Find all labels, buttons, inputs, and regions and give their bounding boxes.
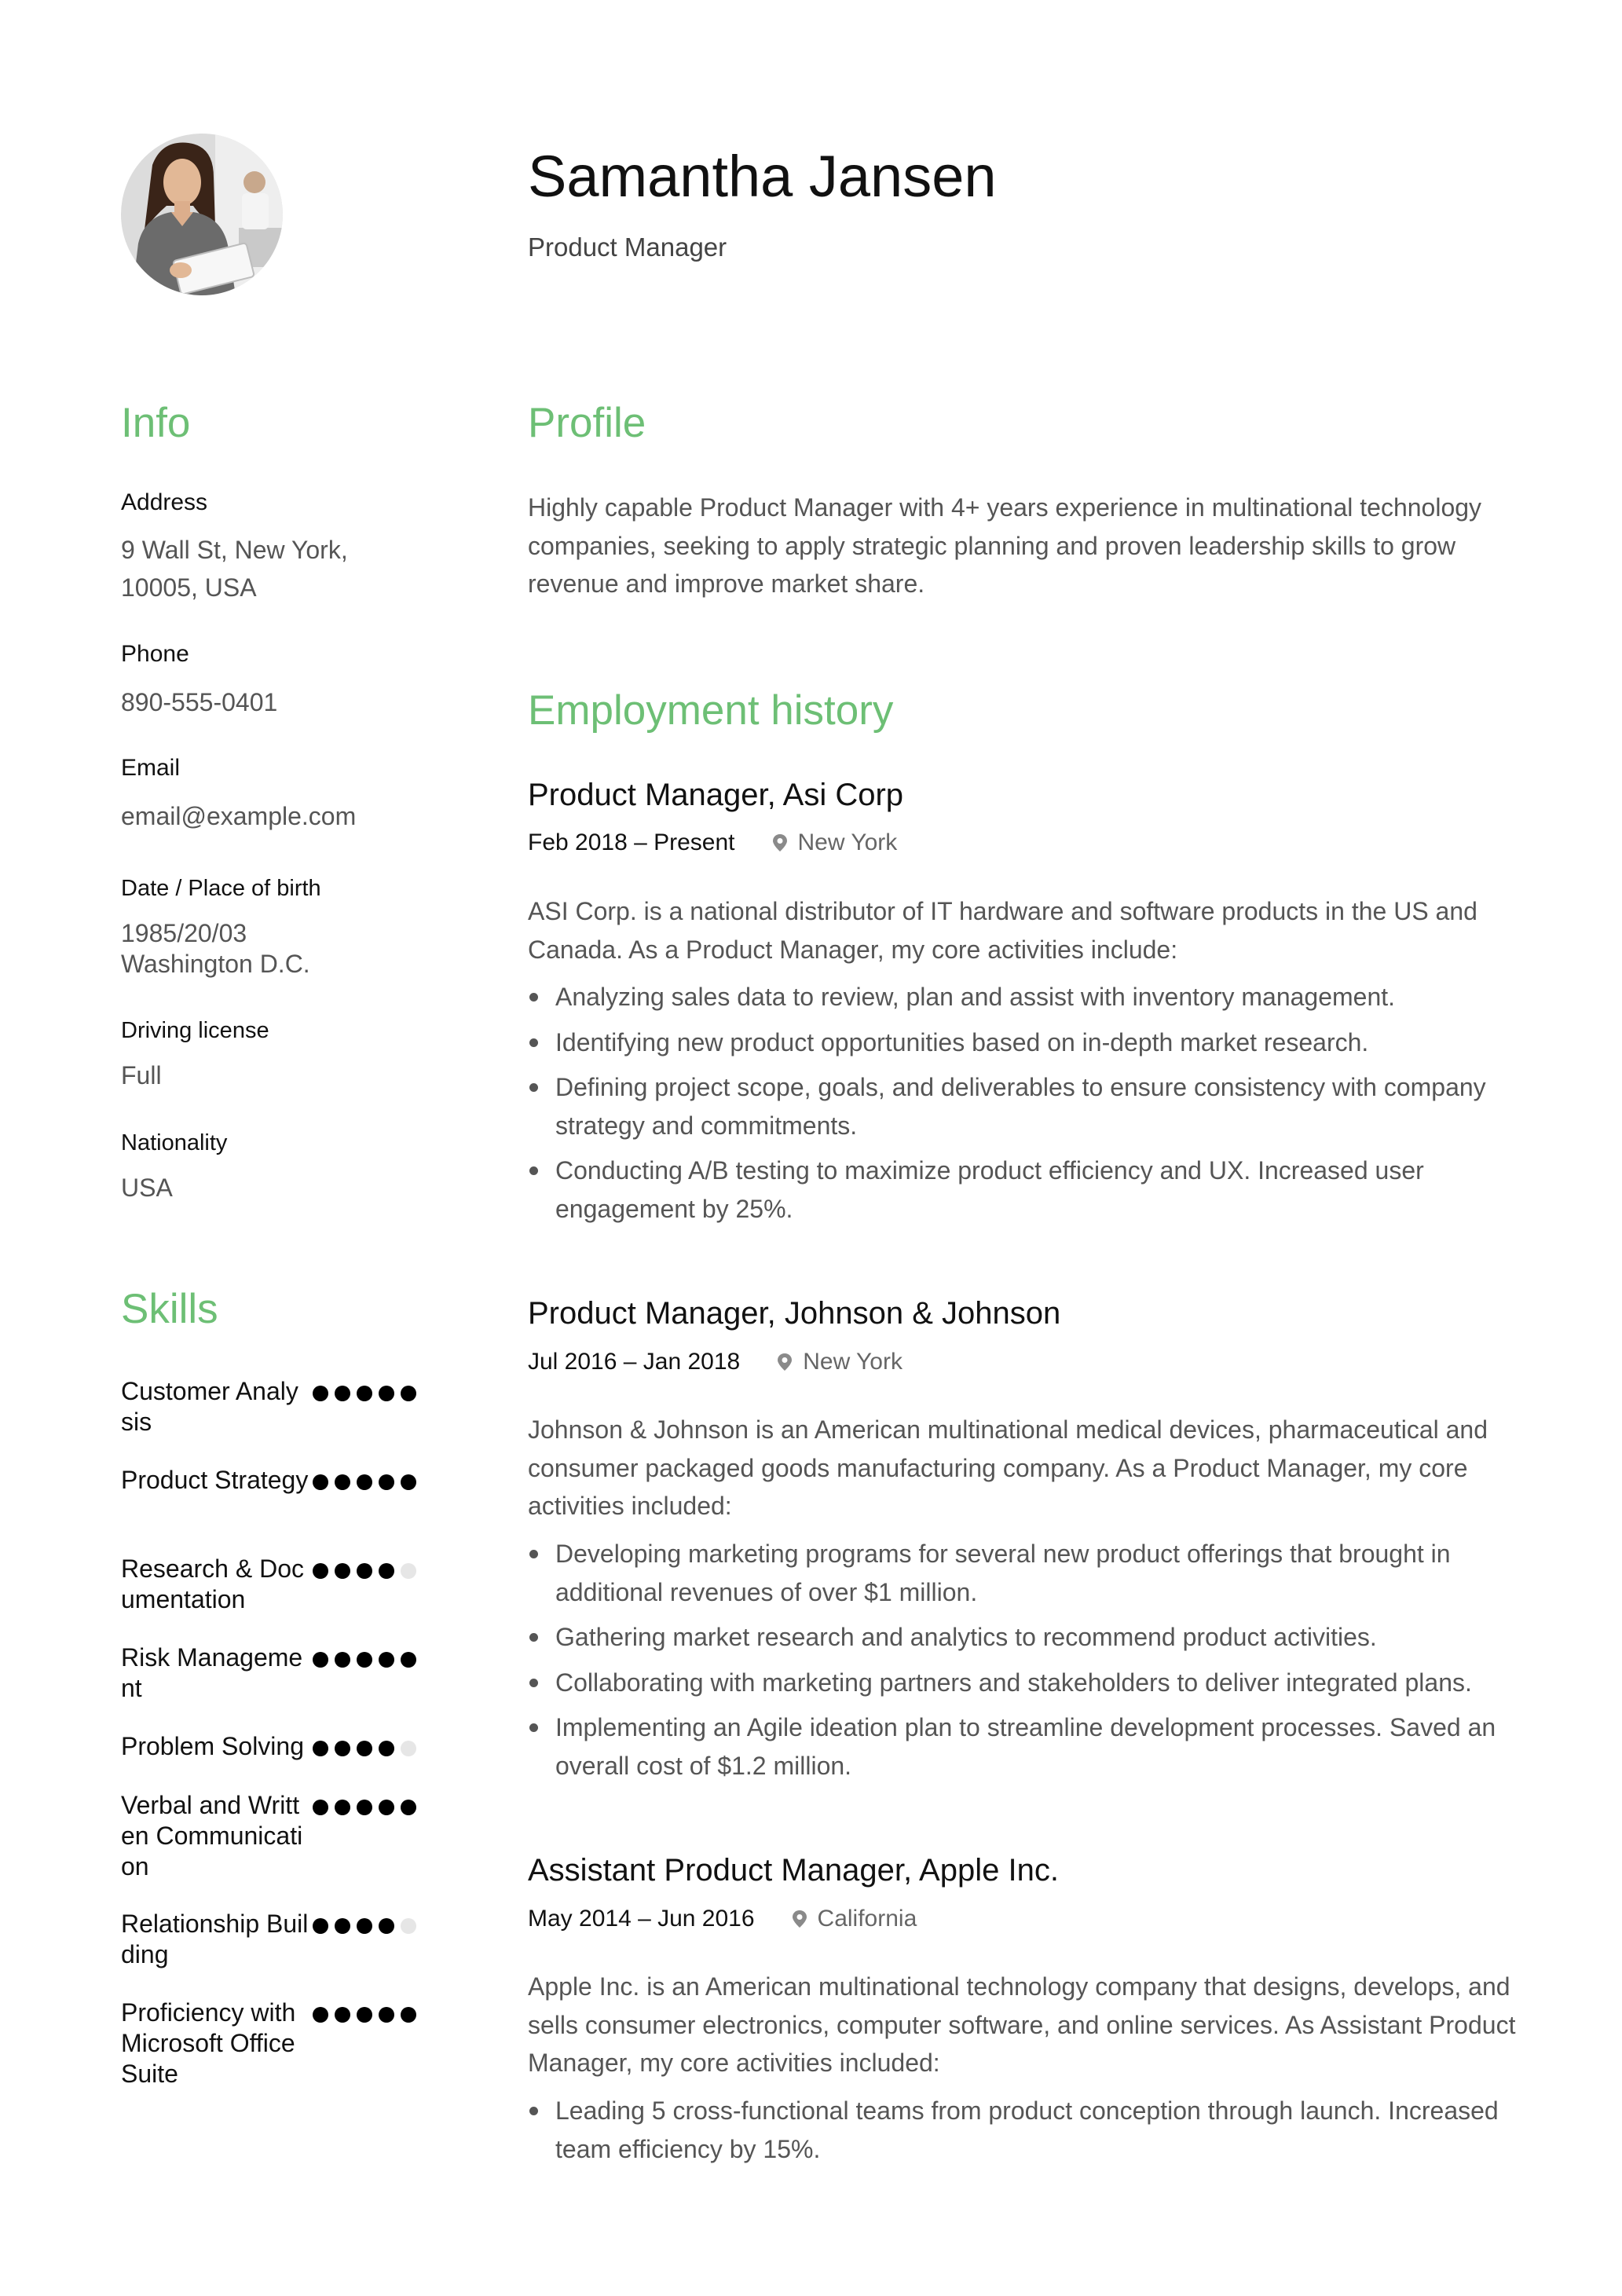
info-heading: Info — [121, 400, 191, 446]
job-dates: Feb 2018 – Present — [528, 829, 735, 855]
job-dates: May 2014 – Jun 2016 — [528, 1906, 755, 1932]
job-description: Johnson & Johnson is an American multinational medical devices, pharmaceutical and consumer packaged goods manufacturing company. As a Product Manager, my core activities included: — [528, 1415, 1488, 1520]
skill-dot-filled — [313, 1386, 328, 1401]
skill-name: Relationship Building — [121, 1910, 309, 1968]
job-meta — [528, 1350, 903, 1374]
skill-rating — [313, 1474, 416, 1490]
employment-heading: Employment history — [528, 687, 894, 734]
skill-dot-filled — [357, 1800, 372, 1815]
skill-rating — [313, 1800, 416, 1815]
skill-dot-filled — [313, 1652, 328, 1668]
skill-dot-filled — [335, 1741, 350, 1756]
job-title: Product Manager, Asi Corp — [528, 778, 904, 812]
skill-dot-filled — [357, 2007, 372, 2023]
skill-dot-filled — [379, 1741, 394, 1756]
birth-date: 1985/20/03 — [121, 919, 247, 947]
skill-rating — [313, 1918, 416, 1934]
skill-name: Proficiency with Microsoft Office Suite — [121, 1998, 296, 2088]
skill-dot-filled — [401, 1652, 416, 1668]
skill-dot-filled — [379, 1386, 394, 1401]
skill-dot-filled — [335, 1800, 350, 1815]
profile-text: Highly capable Product Manager with 4+ years experience in multinational technology companies, seeking to apply strategic planning and proven leadership skills to grow revenue and improve market share. — [528, 493, 1482, 598]
job-bullet: Identifying new product opportunities based on in-depth market research. — [528, 1023, 1518, 1062]
skill-dot-filled — [313, 1474, 328, 1490]
job-bullet: Gathering market research and analytics to recommend product activities. — [528, 1618, 1518, 1657]
nationality-value: USA — [121, 1174, 173, 1202]
skill-dot-empty — [401, 1563, 416, 1579]
skill-dot-filled — [357, 1741, 372, 1756]
candidate-name: Samantha Jansen — [528, 144, 997, 209]
skill-dot-filled — [379, 1474, 394, 1490]
skill-dot-filled — [357, 1386, 372, 1401]
profile-photo — [121, 134, 283, 295]
skill-dot-filled — [313, 1800, 328, 1815]
email-label: Email — [121, 755, 181, 781]
job-bullet: Leading 5 cross-functional teams from product conception through launch. Increased team efficiency by 15%. — [528, 2092, 1518, 2168]
job-description: ASI Corp. is a national distributor of IT hardware and software products in the US and Canada. As a Product Manager, my core activities include: — [528, 897, 1477, 964]
location-pin-icon — [771, 833, 789, 852]
job-location: New York — [803, 1349, 903, 1375]
skill-dot-filled — [313, 2007, 328, 2023]
address-label: Address — [121, 489, 208, 515]
job-meta — [528, 831, 897, 855]
birth-label: Date / Place of birth — [121, 876, 321, 901]
location-pin-icon — [791, 1910, 808, 1928]
job-bullet: Defining project scope, goals, and deliverables to ensure consistency with company strategy and commitments. — [528, 1068, 1518, 1144]
skill-rating — [313, 1741, 416, 1756]
skill-dot-filled — [335, 2007, 350, 2023]
license-label: Driving license — [121, 1018, 269, 1043]
skill-name: Research & Documentation — [121, 1554, 304, 1613]
license-value: Full — [121, 1061, 162, 1089]
skill-dot-filled — [335, 1386, 350, 1401]
skill-dot-filled — [357, 1474, 372, 1490]
address-line-1: 9 Wall St, New York, — [121, 536, 348, 564]
job-title: Assistant Product Manager, Apple Inc. — [528, 1853, 1059, 1888]
profile-photo-image — [121, 134, 283, 295]
skill-dot-filled — [379, 1918, 394, 1934]
location-pin-icon — [776, 1353, 793, 1371]
candidate-title: Product Manager — [528, 233, 727, 262]
job-bullet: Collaborating with marketing partners and stakeholders to deliver integrated plans. — [528, 1664, 1518, 1702]
skill-dot-filled — [335, 1474, 350, 1490]
skill-rating — [313, 1652, 416, 1668]
skill-dot-filled — [335, 1563, 350, 1579]
job-bullets — [528, 1535, 1518, 1792]
skill-name: Verbal and Written Communication — [121, 1791, 303, 1880]
job-dates: Jul 2016 – Jan 2018 — [528, 1349, 741, 1375]
skill-dot-filled — [379, 2007, 394, 2023]
job-bullet: Developing marketing programs for several new product offerings that brought in additional revenues of over $1 million. — [528, 1535, 1518, 1611]
skill-dot-empty — [401, 1918, 416, 1934]
job-title: Product Manager, Johnson & Johnson — [528, 1296, 1061, 1331]
skill-dot-filled — [401, 1386, 416, 1401]
skill-dot-filled — [357, 1563, 372, 1579]
skill-dot-filled — [313, 1563, 328, 1579]
skill-dot-filled — [379, 1652, 394, 1668]
skill-dot-filled — [357, 1652, 372, 1668]
birth-place: Washington D.C. — [121, 950, 310, 978]
skill-dot-filled — [357, 1918, 372, 1934]
skill-dot-filled — [335, 1918, 350, 1934]
profile-heading: Profile — [528, 400, 646, 446]
skill-dot-filled — [401, 1474, 416, 1490]
job-bullet: Implementing an Agile ideation plan to streamline development processes. Saved an overall cost of $1.2 million. — [528, 1708, 1518, 1785]
skill-rating — [313, 2007, 416, 2023]
job-bullets — [528, 2092, 1518, 2175]
job-description: Apple Inc. is an American multinational technology company that designs, develops, and sells consumer electronics, computer software, and online services. As Assistant Product Manager, my core activities included: — [528, 1972, 1516, 2077]
skill-name: Customer Analysis — [121, 1377, 298, 1436]
skill-rating — [313, 1563, 416, 1579]
skill-dot-filled — [313, 1741, 328, 1756]
skill-dot-filled — [401, 1800, 416, 1815]
phone-value: 890-555-0401 — [121, 688, 278, 716]
nationality-label: Nationality — [121, 1130, 228, 1155]
job-bullet: Analyzing sales data to review, plan and assist with inventory management. — [528, 978, 1518, 1016]
skill-dot-filled — [379, 1800, 394, 1815]
job-bullet: Conducting A/B testing to maximize product efficiency and UX. Increased user engagement by 25%. — [528, 1152, 1518, 1228]
skill-dot-filled — [401, 2007, 416, 2023]
email-value: email@example.com — [121, 802, 357, 830]
skill-dot-empty — [401, 1741, 416, 1756]
skills-heading: Skills — [121, 1286, 218, 1332]
phone-label: Phone — [121, 641, 189, 667]
job-location: New York — [797, 829, 898, 855]
address-line-2: 10005, USA — [121, 573, 257, 602]
skill-dot-filled — [335, 1652, 350, 1668]
skill-name: Problem Solving — [121, 1732, 304, 1760]
job-location: California — [817, 1906, 917, 1932]
skill-dot-filled — [379, 1563, 394, 1579]
skill-name: Product Strategy — [121, 1466, 309, 1494]
skill-dot-filled — [313, 1918, 328, 1934]
skill-name: Risk Management — [121, 1643, 303, 1702]
job-meta — [528, 1907, 917, 1931]
skill-rating — [313, 1386, 416, 1401]
job-bullets — [528, 978, 1518, 1235]
